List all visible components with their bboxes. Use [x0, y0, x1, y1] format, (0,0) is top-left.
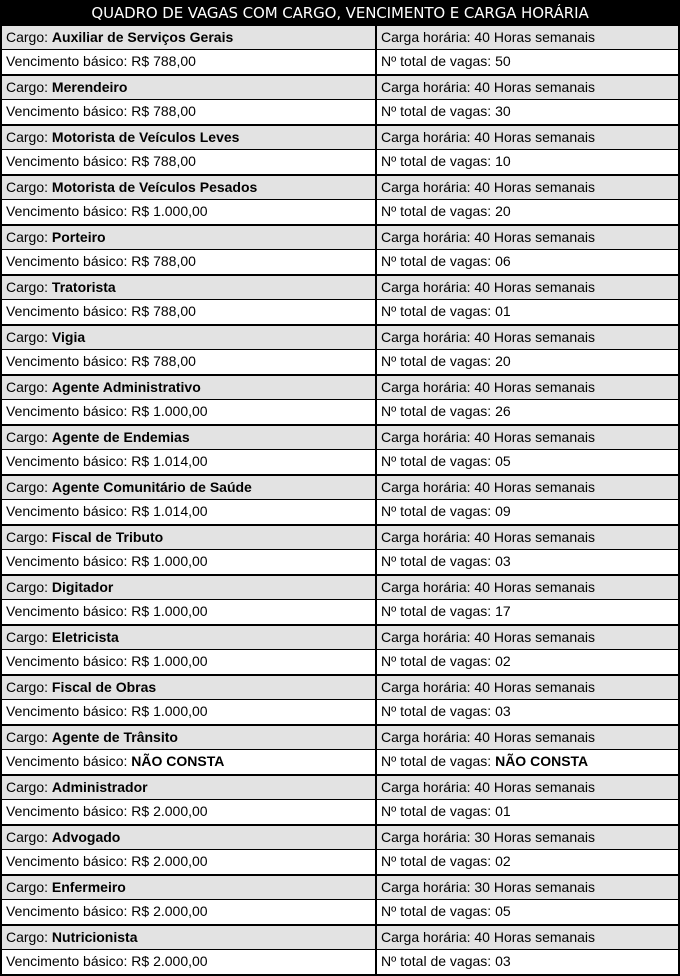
workload-label: Carga horária: [381, 729, 475, 745]
salary-label: Vencimento básico: [6, 153, 132, 169]
cargo-value: Vigia [51, 329, 86, 345]
workload-label: Carga horária: [381, 29, 475, 45]
vacancy-record [2, 574, 678, 624]
cargo-row [2, 276, 678, 300]
vacancies-cell [377, 800, 678, 824]
vacancies-cell [377, 150, 678, 174]
cargo-value: Tratorista [51, 279, 116, 295]
vacancies-value: 10 [495, 153, 511, 169]
workload-label: Carga horária: [381, 129, 475, 145]
vacancies-cell [377, 850, 678, 874]
vacancies-label: Nº total de vagas: [381, 453, 496, 469]
cargo-row [2, 876, 678, 900]
workload-value: 30 Horas semanais [474, 879, 596, 895]
vacancy-record [2, 474, 678, 524]
vacancy-record [2, 174, 678, 224]
cargo-cell [2, 76, 377, 99]
vacancies-label: Nº total de vagas: [381, 903, 496, 919]
cargo-row [2, 226, 678, 250]
cargo-label: Cargo: [6, 579, 52, 595]
cargo-cell [2, 776, 377, 799]
workload-value: 40 Horas semanais [474, 579, 596, 595]
workload-label: Carga horária: [381, 529, 475, 545]
cargo-row [2, 326, 678, 350]
cargo-row [2, 526, 678, 550]
salary-value: R$ 788,00 [131, 353, 196, 369]
workload-label: Carga horária: [381, 179, 475, 195]
salary-cell [2, 550, 377, 574]
cargo-label: Cargo: [6, 79, 52, 95]
vacancies-label: Nº total de vagas: [381, 953, 496, 969]
cargo-value: Fiscal de Tributo [51, 529, 164, 545]
salary-row [2, 100, 678, 124]
vacancy-record [2, 874, 678, 924]
workload-label: Carga horária: [381, 929, 475, 945]
cargo-row [2, 676, 678, 700]
salary-label: Vencimento básico: [6, 603, 132, 619]
salary-label: Vencimento básico: [6, 503, 132, 519]
vacancies-label: Nº total de vagas: [381, 753, 496, 769]
salary-label: Vencimento básico: [6, 853, 132, 869]
cargo-label: Cargo: [6, 179, 52, 195]
cargo-label: Cargo: [6, 379, 52, 395]
vacancies-value: 02 [495, 853, 511, 869]
cargo-value: Motorista de Veículos Leves [51, 129, 240, 145]
vacancies-value: 30 [495, 103, 511, 119]
cargo-row [2, 576, 678, 600]
cargo-cell [2, 876, 377, 899]
workload-value: 40 Horas semanais [474, 529, 596, 545]
salary-label: Vencimento básico: [6, 753, 132, 769]
cargo-value: Agente de Trânsito [51, 729, 178, 745]
cargo-row [2, 176, 678, 200]
workload-value: 40 Horas semanais [474, 929, 596, 945]
salary-row [2, 650, 678, 674]
cargo-label: Cargo: [6, 679, 52, 695]
salary-value: R$ 2.000,00 [131, 853, 208, 869]
workload-cell [377, 226, 678, 249]
workload-value: 30 Horas semanais [474, 829, 596, 845]
vacancies-value: 03 [495, 703, 511, 719]
cargo-label: Cargo: [6, 879, 52, 895]
salary-value: R$ 1.000,00 [131, 553, 208, 569]
salary-cell [2, 350, 377, 374]
salary-row [2, 700, 678, 724]
vacancies-value: 06 [495, 253, 511, 269]
vacancy-record [2, 624, 678, 674]
vacancies-cell [377, 350, 678, 374]
cargo-label: Cargo: [6, 479, 52, 495]
vacancy-record [2, 424, 678, 474]
vacancies-cell [377, 500, 678, 524]
vacancies-value: 03 [495, 553, 511, 569]
vacancies-value: 50 [495, 53, 511, 69]
salary-value: R$ 788,00 [131, 53, 196, 69]
cargo-value: Eletricista [51, 629, 119, 645]
salary-row [2, 750, 678, 774]
vacancies-label: Nº total de vagas: [381, 353, 496, 369]
salary-row [2, 550, 678, 574]
vacancy-table [0, 26, 680, 976]
cargo-cell [2, 476, 377, 499]
workload-value: 40 Horas semanais [474, 79, 596, 95]
cargo-value: Agente de Endemias [51, 429, 190, 445]
vacancies-value: 01 [495, 303, 511, 319]
cargo-cell [2, 376, 377, 399]
salary-value: R$ 1.014,00 [131, 503, 208, 519]
workload-label: Carga horária: [381, 829, 475, 845]
workload-cell [377, 526, 678, 549]
cargo-cell [2, 926, 377, 949]
vacancies-label: Nº total de vagas: [381, 53, 496, 69]
salary-cell [2, 400, 377, 424]
cargo-value: Advogado [51, 829, 121, 845]
workload-label: Carga horária: [381, 229, 475, 245]
workload-label: Carga horária: [381, 579, 475, 595]
cargo-row [2, 26, 678, 50]
workload-label: Carga horária: [381, 379, 475, 395]
workload-cell [377, 126, 678, 149]
vacancies-cell [377, 600, 678, 624]
workload-value: 40 Horas semanais [474, 129, 596, 145]
vacancy-record [2, 824, 678, 874]
salary-label: Vencimento básico: [6, 253, 132, 269]
workload-cell [377, 776, 678, 799]
workload-label: Carga horária: [381, 629, 475, 645]
workload-cell [377, 726, 678, 749]
salary-label: Vencimento básico: [6, 703, 132, 719]
salary-label: Vencimento básico: [6, 353, 132, 369]
vacancies-label: Nº total de vagas: [381, 103, 496, 119]
vacancies-value: 01 [495, 803, 511, 819]
vacancies-label: Nº total de vagas: [381, 203, 496, 219]
cargo-cell [2, 176, 377, 199]
vacancies-label: Nº total de vagas: [381, 703, 496, 719]
workload-label: Carga horária: [381, 679, 475, 695]
salary-cell [2, 800, 377, 824]
vacancy-record [2, 674, 678, 724]
vacancy-record [2, 774, 678, 824]
vacancies-label: Nº total de vagas: [381, 653, 496, 669]
workload-label: Carga horária: [381, 279, 475, 295]
workload-value: 40 Horas semanais [474, 229, 596, 245]
vacancy-record [2, 924, 678, 974]
workload-value: 40 Horas semanais [474, 179, 596, 195]
cargo-label: Cargo: [6, 929, 52, 945]
salary-row [2, 350, 678, 374]
workload-label: Carga horária: [381, 479, 475, 495]
salary-value: R$ 788,00 [131, 103, 196, 119]
cargo-label: Cargo: [6, 729, 52, 745]
workload-value: 40 Horas semanais [474, 29, 596, 45]
vacancies-value: 05 [495, 453, 511, 469]
workload-label: Carga horária: [381, 429, 475, 445]
cargo-cell [2, 626, 377, 649]
vacancies-cell [377, 250, 678, 274]
cargo-cell [2, 576, 377, 599]
workload-value: 40 Horas semanais [474, 779, 596, 795]
vacancy-record [2, 124, 678, 174]
cargo-row [2, 726, 678, 750]
workload-value: 40 Horas semanais [474, 379, 596, 395]
salary-label: Vencimento básico: [6, 803, 132, 819]
vacancies-value: 17 [495, 603, 511, 619]
workload-label: Carga horária: [381, 79, 475, 95]
cargo-value: Nutricionista [51, 929, 138, 945]
vacancies-cell [377, 50, 678, 74]
workload-label: Carga horária: [381, 329, 475, 345]
cargo-row [2, 626, 678, 650]
workload-value: 40 Horas semanais [474, 629, 596, 645]
salary-row [2, 850, 678, 874]
vacancies-label: Nº total de vagas: [381, 403, 496, 419]
cargo-label: Cargo: [6, 129, 52, 145]
salary-label: Vencimento básico: [6, 653, 132, 669]
vacancies-cell [377, 400, 678, 424]
cargo-cell [2, 326, 377, 349]
vacancy-record [2, 724, 678, 774]
vacancies-cell [377, 750, 678, 774]
cargo-label: Cargo: [6, 329, 52, 345]
cargo-row [2, 126, 678, 150]
salary-row [2, 600, 678, 624]
salary-label: Vencimento básico: [6, 203, 132, 219]
salary-row [2, 50, 678, 74]
salary-row [2, 200, 678, 224]
salary-row [2, 450, 678, 474]
workload-cell [377, 376, 678, 399]
salary-cell [2, 450, 377, 474]
vacancies-value: NÃO CONSTA [495, 753, 589, 769]
cargo-label: Cargo: [6, 279, 52, 295]
salary-label: Vencimento básico: [6, 453, 132, 469]
vacancies-value: 20 [495, 203, 511, 219]
vacancies-cell [377, 550, 678, 574]
workload-cell [377, 826, 678, 849]
cargo-label: Cargo: [6, 829, 52, 845]
vacancies-label: Nº total de vagas: [381, 503, 496, 519]
vacancies-cell [377, 650, 678, 674]
salary-cell [2, 200, 377, 224]
salary-value: R$ 1.014,00 [131, 453, 208, 469]
cargo-label: Cargo: [6, 529, 52, 545]
salary-label: Vencimento básico: [6, 553, 132, 569]
workload-value: 40 Horas semanais [474, 679, 596, 695]
vacancy-record [2, 324, 678, 374]
salary-label: Vencimento básico: [6, 53, 132, 69]
vacancy-record [2, 224, 678, 274]
vacancies-label: Nº total de vagas: [381, 553, 496, 569]
table-title: QUADRO DE VAGAS COM CARGO, VENCIMENTO E CARGA HORÁRIA [0, 0, 680, 26]
salary-row [2, 250, 678, 274]
cargo-cell [2, 126, 377, 149]
vacancies-cell [377, 450, 678, 474]
salary-value: R$ 1.000,00 [131, 203, 208, 219]
vacancies-value: 26 [495, 403, 511, 419]
salary-row [2, 400, 678, 424]
salary-cell [2, 900, 377, 924]
vacancies-label: Nº total de vagas: [381, 853, 496, 869]
salary-value: R$ 788,00 [131, 153, 196, 169]
cargo-value: Porteiro [51, 229, 106, 245]
cargo-value: Digitador [51, 579, 114, 595]
cargo-row [2, 376, 678, 400]
vacancies-label: Nº total de vagas: [381, 603, 496, 619]
salary-cell [2, 750, 377, 774]
cargo-label: Cargo: [6, 229, 52, 245]
workload-cell [377, 276, 678, 299]
salary-value: R$ 788,00 [131, 303, 196, 319]
workload-cell [377, 76, 678, 99]
salary-row [2, 800, 678, 824]
vacancies-value: 09 [495, 503, 511, 519]
vacancies-label: Nº total de vagas: [381, 303, 496, 319]
salary-value: R$ 2.000,00 [131, 953, 208, 969]
salary-label: Vencimento básico: [6, 303, 132, 319]
salary-value: R$ 1.000,00 [131, 403, 208, 419]
salary-cell [2, 700, 377, 724]
cargo-row [2, 826, 678, 850]
cargo-label: Cargo: [6, 629, 52, 645]
cargo-cell [2, 276, 377, 299]
cargo-cell [2, 226, 377, 249]
workload-value: 40 Horas semanais [474, 429, 596, 445]
workload-cell [377, 576, 678, 599]
vacancies-cell [377, 100, 678, 124]
salary-cell [2, 100, 377, 124]
cargo-row [2, 426, 678, 450]
salary-label: Vencimento básico: [6, 403, 132, 419]
salary-row [2, 150, 678, 174]
cargo-label: Cargo: [6, 29, 52, 45]
workload-cell [377, 26, 678, 49]
salary-row [2, 500, 678, 524]
salary-cell [2, 850, 377, 874]
cargo-value: Agente Comunitário de Saúde [51, 479, 252, 495]
vacancies-value: 20 [495, 353, 511, 369]
vacancy-record [2, 524, 678, 574]
workload-cell [377, 176, 678, 199]
cargo-value: Merendeiro [51, 79, 128, 95]
salary-value: R$ 1.000,00 [131, 703, 208, 719]
salary-cell [2, 300, 377, 324]
workload-cell [377, 326, 678, 349]
salary-cell [2, 50, 377, 74]
cargo-value: Agente Administrativo [51, 379, 201, 395]
salary-value: NÃO CONSTA [131, 753, 225, 769]
salary-cell [2, 650, 377, 674]
cargo-cell [2, 826, 377, 849]
salary-value: R$ 788,00 [131, 253, 196, 269]
workload-value: 40 Horas semanais [474, 729, 596, 745]
salary-value: R$ 1.000,00 [131, 653, 208, 669]
workload-value: 40 Horas semanais [474, 329, 596, 345]
cargo-row [2, 776, 678, 800]
workload-label: Carga horária: [381, 879, 475, 895]
workload-cell [377, 926, 678, 949]
cargo-cell [2, 26, 377, 49]
salary-row [2, 300, 678, 324]
vacancy-record [2, 26, 678, 74]
cargo-cell [2, 676, 377, 699]
workload-cell [377, 876, 678, 899]
cargo-label: Cargo: [6, 429, 52, 445]
cargo-value: Administrador [51, 779, 148, 795]
cargo-cell [2, 526, 377, 549]
vacancies-value: 05 [495, 903, 511, 919]
vacancies-value: 03 [495, 953, 511, 969]
salary-cell [2, 150, 377, 174]
salary-value: R$ 1.000,00 [131, 603, 208, 619]
cargo-value: Motorista de Veículos Pesados [51, 179, 258, 195]
vacancies-value: 02 [495, 653, 511, 669]
cargo-cell [2, 426, 377, 449]
vacancies-label: Nº total de vagas: [381, 153, 496, 169]
salary-value: R$ 2.000,00 [131, 803, 208, 819]
vacancy-record [2, 74, 678, 124]
vacancies-label: Nº total de vagas: [381, 803, 496, 819]
workload-value: 40 Horas semanais [474, 479, 596, 495]
cargo-value: Auxiliar de Serviços Gerais [51, 29, 234, 45]
vacancy-record [2, 374, 678, 424]
salary-label: Vencimento básico: [6, 103, 132, 119]
salary-row [2, 900, 678, 924]
salary-label: Vencimento básico: [6, 903, 132, 919]
cargo-value: Enfermeiro [51, 879, 126, 895]
cargo-label: Cargo: [6, 779, 52, 795]
vacancies-cell [377, 900, 678, 924]
workload-cell [377, 626, 678, 649]
cargo-row [2, 476, 678, 500]
vacancies-label: Nº total de vagas: [381, 253, 496, 269]
salary-cell [2, 500, 377, 524]
cargo-row [2, 926, 678, 950]
workload-cell [377, 676, 678, 699]
vacancies-cell [377, 700, 678, 724]
cargo-row [2, 76, 678, 100]
vacancies-cell [377, 300, 678, 324]
salary-cell [2, 250, 377, 274]
vacancy-record [2, 274, 678, 324]
workload-value: 40 Horas semanais [474, 279, 596, 295]
workload-cell [377, 426, 678, 449]
cargo-cell [2, 726, 377, 749]
workload-label: Carga horária: [381, 779, 475, 795]
workload-cell [377, 476, 678, 499]
vacancies-cell [377, 200, 678, 224]
salary-value: R$ 2.000,00 [131, 903, 208, 919]
salary-cell [2, 600, 377, 624]
salary-label: Vencimento básico: [6, 953, 132, 969]
cargo-value: Fiscal de Obras [51, 679, 157, 695]
